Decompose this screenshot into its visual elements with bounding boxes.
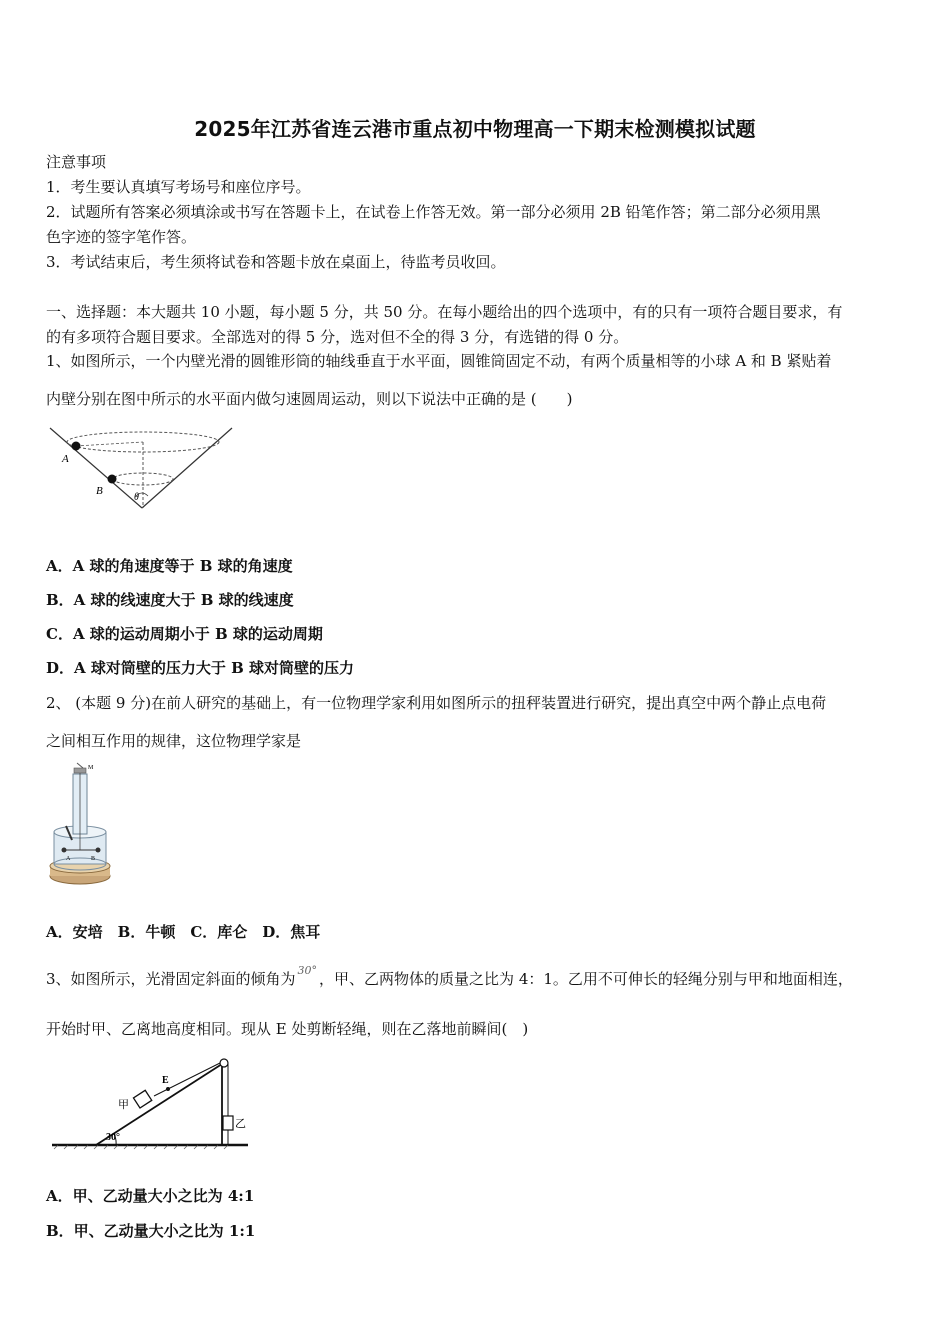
q1-option: C．A 球的运动周期小于 B 球的运动周期 xyxy=(46,625,323,643)
incline-figure xyxy=(44,1052,250,1152)
block-jia xyxy=(133,1090,151,1108)
label-b: B xyxy=(91,856,96,862)
section-intro: 的有多项符合题目要求。全部选对的得 5 分，选对但不全的得 3 分，有选错的得 0 分。 xyxy=(46,328,629,346)
torsion-balance-figure xyxy=(44,760,116,892)
label-e: E xyxy=(162,1075,169,1086)
ball-a xyxy=(72,442,81,451)
q1-option: A．A 球的角速度等于 B 球的角速度 xyxy=(46,557,293,575)
q3-stem-before: 3、如图所示，光滑固定斜面的倾角为 xyxy=(46,970,296,988)
q2-options: A．安培 B．牛顿 C．库仑 D．焦耳 xyxy=(46,923,321,941)
label-a: A xyxy=(62,453,69,465)
label-b: B xyxy=(96,485,103,497)
notice-item: 1．考生要认真填写考场号和座位序号。 xyxy=(46,178,311,196)
cone-figure xyxy=(46,424,236,514)
q2-stem: 之间相互作用的规律，这位物理学家是 xyxy=(46,732,302,750)
point-e xyxy=(166,1087,170,1091)
notice-item: 2．试题所有答案必须填涂或书写在答题卡上，在试卷上作答无效。第一部分必须用 2B 铅笔作答；第二部分必须用黑 xyxy=(46,203,821,221)
q1-stem: 1、如图所示，一个内壁光滑的圆锥形筒的轴线垂直于水平面，圆锥筒固定不动，有两个质量相等的小球 A 和 B 紧贴着 xyxy=(46,352,832,370)
notice-item: 色字迹的签字笔作答。 xyxy=(46,228,197,246)
notice-item: 3．考试结束后，考生须将试卷和答题卡放在桌面上，待监考员收回。 xyxy=(46,253,506,271)
label-theta: θ xyxy=(134,492,139,503)
q3-stem xyxy=(46,964,908,990)
q3-option: B．甲、乙动量大小之比为 1:1 xyxy=(46,1222,256,1240)
q3-stem-after: ，甲、乙两物体的质量之比为 4：1。乙用不可伸长的轻绳分别与甲和地面相连， xyxy=(319,970,853,988)
notice-heading: 注意事项 xyxy=(46,153,107,171)
ball-b xyxy=(108,475,117,484)
q3-angle: 30° xyxy=(297,964,318,977)
section-intro: 一、选择题：本大题共 10 小题，每小题 5 分，共 50 分。在每小题给出的四个选项中，有的只有一项符合题目要求，有 xyxy=(46,303,843,321)
q1-option: D．A 球对筒壁的压力大于 B 球对筒壁的压力 xyxy=(46,659,354,677)
q3-stem: 开始时甲、乙离地高度相同。现从 E 处剪断轻绳，则在乙落地前瞬间( ) xyxy=(46,1020,529,1038)
q2-stem: 2、 (本题 9 分)在前人研究的基础上，有一位物理学家利用如图所示的扭秤装置进行研究，提出真空中两个静止点电荷 xyxy=(46,694,827,712)
q1-stem: 内壁分别在图中所示的水平面内做匀速圆周运动，则以下说法中正确的是 ( ) xyxy=(46,390,573,408)
label-jia: 甲 xyxy=(118,1099,129,1111)
label-m: M xyxy=(88,765,94,771)
label-yi: 乙 xyxy=(235,1118,246,1130)
pulley xyxy=(220,1059,228,1067)
label-a: A xyxy=(66,856,71,862)
block-yi xyxy=(223,1116,233,1130)
label-angle: 30° xyxy=(106,1132,120,1143)
q3-option: A．甲、乙动量大小之比为 4:1 xyxy=(46,1187,255,1205)
page-title: 2025年江苏省连云港市重点初中物理高一下期末检测模拟试题 xyxy=(194,117,756,141)
cone-right-wall xyxy=(142,428,232,508)
q1-option: B．A 球的线速度大于 B 球的线速度 xyxy=(46,591,294,609)
